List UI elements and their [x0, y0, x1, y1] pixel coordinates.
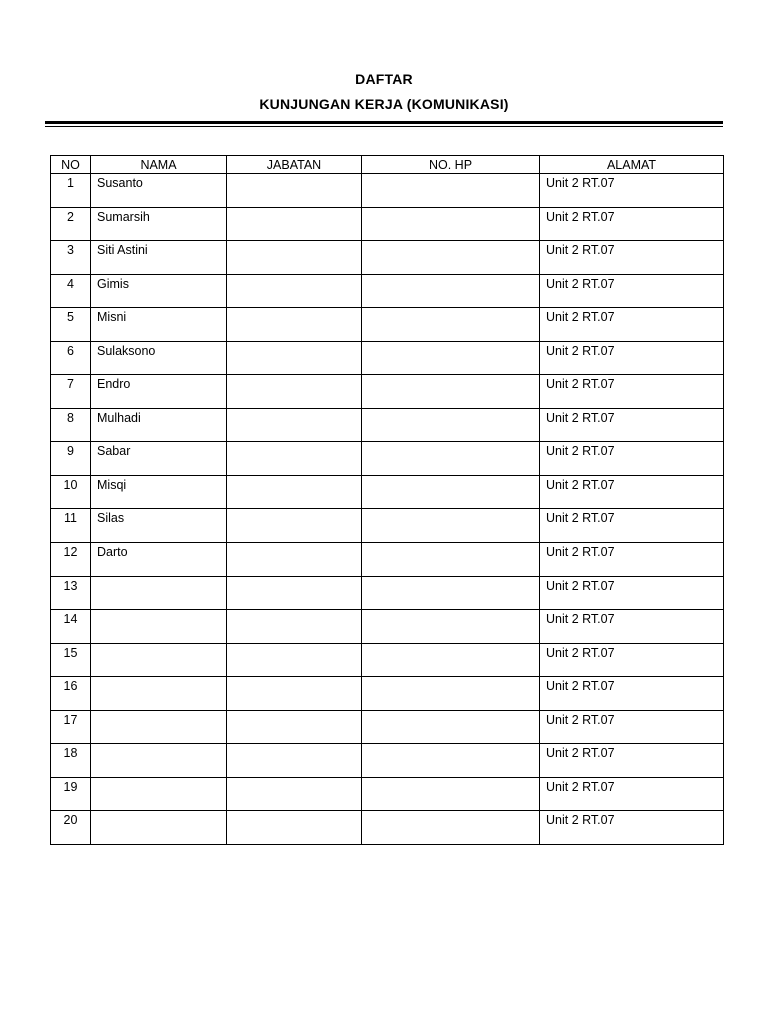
cell-jabatan: [227, 744, 362, 778]
cell-alamat: Unit 2 RT.07: [540, 308, 724, 342]
cell-no: 1: [51, 174, 91, 208]
cell-jabatan: [227, 576, 362, 610]
cell-no: 2: [51, 207, 91, 241]
cell-no-hp: [362, 610, 540, 644]
cell-no: 20: [51, 811, 91, 845]
document-subtitle: KUNJUNGAN KERJA (KOMUNIKASI): [259, 96, 509, 112]
table-row: [51, 509, 724, 543]
table-header-row: [51, 156, 724, 174]
cell-jabatan: [227, 509, 362, 543]
cell-jabatan: [227, 710, 362, 744]
cell-no: 19: [51, 777, 91, 811]
cell-alamat: Unit 2 RT.07: [540, 408, 724, 442]
cell-no: 5: [51, 308, 91, 342]
cell-no-hp: [362, 576, 540, 610]
cell-alamat: Unit 2 RT.07: [540, 677, 724, 711]
cell-no-hp: [362, 643, 540, 677]
table-row: [51, 341, 724, 375]
cell-nama: Silas: [91, 509, 227, 543]
cell-no-hp: [362, 677, 540, 711]
cell-nama: [91, 677, 227, 711]
cell-no-hp: [362, 777, 540, 811]
cell-nama: [91, 610, 227, 644]
table-row: [51, 174, 724, 208]
table-body: [51, 174, 724, 845]
cell-no: 12: [51, 543, 91, 577]
cell-nama: [91, 710, 227, 744]
table-row: [51, 811, 724, 845]
cell-alamat: Unit 2 RT.07: [540, 710, 724, 744]
table-row: [51, 744, 724, 778]
cell-nama: Sulaksono: [91, 341, 227, 375]
table-row: [51, 241, 724, 275]
cell-jabatan: [227, 341, 362, 375]
cell-no: 4: [51, 274, 91, 308]
cell-no-hp: [362, 174, 540, 208]
cell-nama: Misni: [91, 308, 227, 342]
cell-alamat: Unit 2 RT.07: [540, 341, 724, 375]
cell-no-hp: [362, 543, 540, 577]
cell-no: 6: [51, 341, 91, 375]
cell-no-hp: [362, 442, 540, 476]
cell-no-hp: [362, 408, 540, 442]
cell-nama: Misqi: [91, 475, 227, 509]
cell-no-hp: [362, 509, 540, 543]
cell-alamat: Unit 2 RT.07: [540, 643, 724, 677]
cell-no: 16: [51, 677, 91, 711]
cell-no-hp: [362, 207, 540, 241]
document-title: DAFTAR: [355, 71, 413, 87]
cell-no: 3: [51, 241, 91, 275]
cell-nama: Siti Astini: [91, 241, 227, 275]
table-row: [51, 308, 724, 342]
cell-alamat: Unit 2 RT.07: [540, 509, 724, 543]
table-row: [51, 475, 724, 509]
cell-no: 10: [51, 475, 91, 509]
cell-no-hp: [362, 241, 540, 275]
cell-no-hp: [362, 744, 540, 778]
cell-nama: Sumarsih: [91, 207, 227, 241]
cell-no: 15: [51, 643, 91, 677]
cell-nama: Susanto: [91, 174, 227, 208]
table-row: [51, 408, 724, 442]
cell-alamat: Unit 2 RT.07: [540, 475, 724, 509]
cell-no: 14: [51, 610, 91, 644]
cell-nama: [91, 811, 227, 845]
cell-alamat: Unit 2 RT.07: [540, 207, 724, 241]
cell-jabatan: [227, 408, 362, 442]
cell-nama: [91, 576, 227, 610]
cell-no-hp: [362, 274, 540, 308]
cell-jabatan: [227, 543, 362, 577]
cell-jabatan: [227, 207, 362, 241]
cell-no: 9: [51, 442, 91, 476]
cell-alamat: Unit 2 RT.07: [540, 241, 724, 275]
cell-nama: Mulhadi: [91, 408, 227, 442]
column-header-nama: NAMA: [91, 156, 227, 174]
cell-no-hp: [362, 811, 540, 845]
column-header-alamat: ALAMAT: [540, 156, 724, 174]
cell-nama: [91, 777, 227, 811]
cell-nama: Gimis: [91, 274, 227, 308]
cell-jabatan: [227, 475, 362, 509]
table-row: [51, 543, 724, 577]
column-header-jabatan: JABATAN: [227, 156, 362, 174]
table-row: [51, 274, 724, 308]
cell-alamat: Unit 2 RT.07: [540, 744, 724, 778]
title-divider-thin: [45, 126, 723, 127]
cell-no: 17: [51, 710, 91, 744]
cell-jabatan: [227, 677, 362, 711]
title-divider-thick: [45, 121, 723, 124]
cell-no-hp: [362, 341, 540, 375]
cell-alamat: Unit 2 RT.07: [540, 174, 724, 208]
cell-no: 13: [51, 576, 91, 610]
cell-no: 18: [51, 744, 91, 778]
cell-nama: [91, 643, 227, 677]
cell-no-hp: [362, 375, 540, 409]
cell-alamat: Unit 2 RT.07: [540, 576, 724, 610]
cell-no-hp: [362, 308, 540, 342]
table-row: [51, 442, 724, 476]
cell-jabatan: [227, 610, 362, 644]
cell-jabatan: [227, 811, 362, 845]
cell-alamat: Unit 2 RT.07: [540, 543, 724, 577]
cell-jabatan: [227, 375, 362, 409]
cell-nama: [91, 744, 227, 778]
column-header-no: NO: [51, 156, 91, 174]
cell-no: 8: [51, 408, 91, 442]
table-row: [51, 777, 724, 811]
cell-alamat: Unit 2 RT.07: [540, 610, 724, 644]
table-row: [51, 677, 724, 711]
visit-list-table: [50, 155, 724, 845]
cell-no-hp: [362, 710, 540, 744]
cell-alamat: Unit 2 RT.07: [540, 442, 724, 476]
table-row: [51, 610, 724, 644]
cell-nama: Darto: [91, 543, 227, 577]
cell-jabatan: [227, 442, 362, 476]
cell-no-hp: [362, 475, 540, 509]
table-row: [51, 710, 724, 744]
cell-alamat: Unit 2 RT.07: [540, 375, 724, 409]
cell-alamat: Unit 2 RT.07: [540, 811, 724, 845]
table-row: [51, 207, 724, 241]
cell-nama: Endro: [91, 375, 227, 409]
cell-jabatan: [227, 274, 362, 308]
table-row: [51, 375, 724, 409]
cell-alamat: Unit 2 RT.07: [540, 777, 724, 811]
cell-no: 7: [51, 375, 91, 409]
cell-no: 11: [51, 509, 91, 543]
cell-jabatan: [227, 777, 362, 811]
table-row: [51, 643, 724, 677]
cell-jabatan: [227, 241, 362, 275]
cell-jabatan: [227, 308, 362, 342]
table-row: [51, 576, 724, 610]
cell-alamat: Unit 2 RT.07: [540, 274, 724, 308]
column-header-no-hp: NO. HP: [362, 156, 540, 174]
cell-nama: Sabar: [91, 442, 227, 476]
cell-jabatan: [227, 643, 362, 677]
cell-jabatan: [227, 174, 362, 208]
